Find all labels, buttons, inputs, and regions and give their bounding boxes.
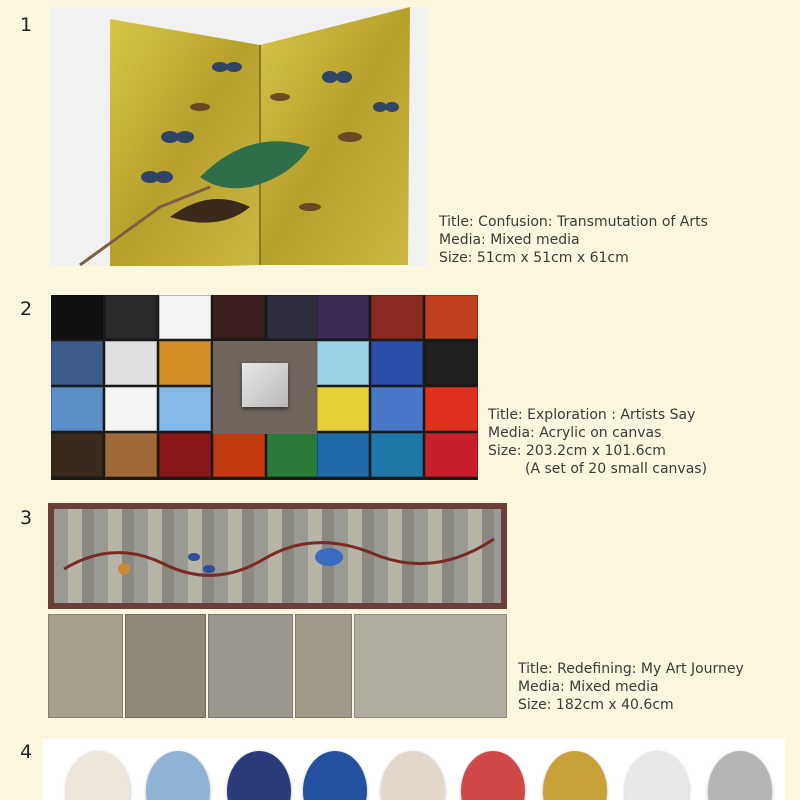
artwork-3-detail-images: [48, 614, 507, 718]
artwork-2-canvas: [317, 295, 369, 339]
artwork-2-canvas: [159, 433, 211, 477]
artwork-2-canvas: [371, 387, 423, 431]
artwork-2-canvas: [317, 433, 369, 477]
artwork-3-caption: [518, 660, 744, 714]
artwork-3-detail-3: [208, 614, 293, 718]
artwork-4-oval-1: [66, 751, 130, 800]
artwork-4-oval-7: [543, 751, 607, 800]
artwork-2-canvas: [105, 433, 157, 477]
artwork-1-media: Media: Mixed media: [439, 232, 580, 248]
artwork-2-center-panel: [213, 341, 317, 434]
artwork-1-caption: [439, 213, 708, 267]
artwork-2-canvas: [371, 341, 423, 385]
artwork-2-canvas: [371, 295, 423, 339]
artwork-2-canvas: [159, 387, 211, 431]
artwork-2-media: Media: Acrylic on canvas: [488, 425, 662, 441]
artwork-2-canvas: [51, 295, 103, 339]
artwork-2-canvas: [159, 295, 211, 339]
artwork-3-media: Media: Mixed media: [518, 679, 659, 695]
item-number-4: 4: [20, 741, 33, 763]
artwork-2-canvas: [105, 341, 157, 385]
artwork-2-canvas: [213, 295, 265, 339]
artwork-2-canvas: [317, 387, 369, 431]
artwork-2-canvas: [267, 295, 319, 339]
artwork-2-canvas: [267, 433, 319, 477]
artwork-3-detail-4: [295, 614, 352, 718]
artwork-2-image: [51, 295, 478, 480]
item-number-1: 1: [20, 14, 33, 36]
artwork-1-title: Title: Confusion: Transmutation of Arts: [439, 214, 708, 230]
artwork-4-oval-2: [146, 751, 210, 800]
artwork-3-size: Size: 182cm x 40.6cm: [518, 697, 674, 713]
artwork-2-canvas: [317, 341, 369, 385]
artwork-2-canvas: [425, 295, 478, 339]
artwork-3-detail-1: [48, 614, 123, 718]
artwork-1-size: Size: 51cm x 51cm x 61cm: [439, 250, 629, 266]
artwork-3-detail-2: [125, 614, 206, 718]
artwork-2-canvas: [51, 387, 103, 431]
artwork-4-oval-9: [708, 751, 772, 800]
artwork-4-oval-6: [461, 751, 525, 800]
artwork-2-canvas: [51, 341, 103, 385]
artwork-2-canvas: [425, 387, 478, 431]
artwork-2-canvas: [425, 341, 478, 385]
artwork-1-image: [50, 7, 428, 266]
artwork-3-title: Title: Redefining: My Art Journey: [518, 661, 744, 677]
artwork-4-image: [43, 739, 785, 800]
artwork-3-detail-5: [354, 614, 507, 718]
artwork-2-size: Size: 203.2cm x 101.6cm: [488, 443, 666, 459]
item-number-3: 3: [20, 507, 33, 529]
artwork-4-oval-8: [625, 751, 689, 800]
artwork-2-canvas: [159, 341, 211, 385]
item-number-2: 2: [20, 298, 33, 320]
artwork-2-caption: [488, 406, 707, 478]
artwork-2-canvas: [105, 295, 157, 339]
artwork-2-canvas: [105, 387, 157, 431]
artwork-3-main-image: [48, 503, 507, 609]
artwork-4-oval-5: [381, 751, 445, 800]
artwork-2-title: Title: Exploration : Artists Say: [488, 407, 696, 423]
artwork-2-canvas: [213, 433, 265, 477]
artwork-2-note: (A set of 20 small canvas): [525, 461, 708, 477]
artwork-4-oval-4: [303, 751, 367, 800]
artwork-2-canvas: [371, 433, 423, 477]
artwork-2-canvas: [425, 433, 478, 477]
artwork-4-oval-3: [227, 751, 291, 800]
artwork-2-canvas: [51, 433, 103, 477]
